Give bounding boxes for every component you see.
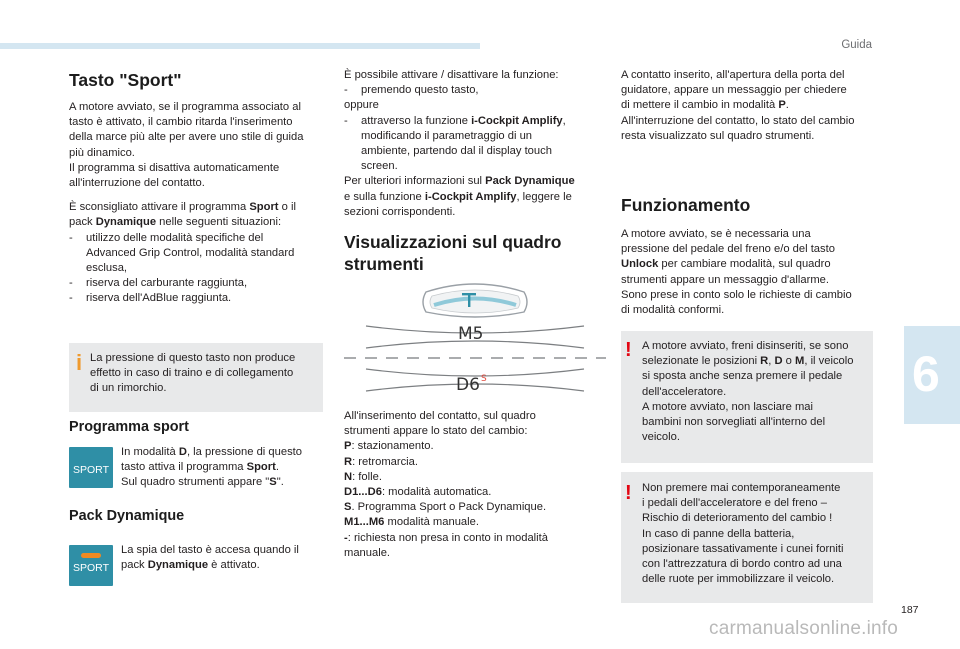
watermark: carmanualsonline.info (709, 618, 899, 639)
text-line: pack Dynamique è attivato. (121, 559, 260, 572)
list-item: - attraverso la funzione i-Cockpit Amplify, modificando il parametraggio di un ambiente, partendo dal il display touch screen. (344, 114, 566, 173)
text-line: A motore avviato, se il programma associato al (69, 101, 301, 113)
text-line: strumenti appare un messaggio d'allarme. (621, 273, 829, 286)
text-line: guidatore, appare un messaggio per chiedere (621, 84, 847, 97)
text-line: dell'acceleratore. (642, 385, 727, 398)
info-box (69, 343, 323, 412)
text-line: con l'attrezzatura di bordo contro ad una (642, 558, 842, 571)
text-line: all'interruzione del contatto. (69, 177, 205, 190)
page-number: 187 (901, 604, 919, 616)
text-line: Unlock per cambiare modalità, sul quadro (621, 258, 831, 271)
text-line: oppure (344, 99, 379, 112)
chapter-tab (904, 326, 960, 424)
warning-box-2 (621, 472, 873, 603)
lamp-icon (81, 553, 101, 558)
text-line: più dinamico. (69, 146, 135, 159)
chapter-number: 6 (912, 346, 940, 402)
text-line: si sposta anche senza premere il pedale (642, 370, 843, 383)
heading-pack-dynamique: Pack Dynamique (69, 508, 185, 524)
text-line: pressione del pedale del freno e/o del tasto (621, 243, 835, 256)
sport-button-lamp-on-icon: SPORT (69, 545, 113, 586)
text-line: della marce più alte per avere uno stile di guida (69, 131, 304, 144)
heading-line: Visualizzazioni sul quadro (344, 232, 562, 252)
column-3 (621, 68, 883, 144)
state-line: R: retromarcia. (344, 455, 418, 468)
text-line: strumenti appare lo stato del cambio: (344, 425, 528, 438)
text-line: In caso di panne della batteria, (642, 527, 795, 540)
programma-sport-section (69, 418, 329, 436)
header-bar (0, 43, 480, 49)
text-line: di mettere il cambio in modalità P. (621, 99, 789, 112)
column-1 (69, 69, 329, 307)
text-line: È possibile attivare / disattivare la funzione: (344, 69, 559, 81)
advice-paragraph (69, 200, 329, 306)
text-line: A contatto inserito, all'apertura della porta del (621, 69, 845, 81)
text-line: posizionare tassativamente i cunei forniti (642, 542, 844, 555)
text-line: All'inserimento del contatto, sul quadro (344, 410, 536, 422)
text-line: A motore avviato, se è necessaria una (621, 228, 811, 240)
warning-box-1 (621, 331, 873, 463)
text-line: La pressione di questo tasto non produce (90, 352, 296, 364)
text-line: di modalità conformi. (621, 304, 725, 317)
text-line: tasto attiva il programma Sport. (121, 461, 279, 474)
column-2 (344, 68, 606, 220)
gear-states (344, 409, 606, 561)
text-line: Il programma si disattiva automaticamente (69, 161, 280, 174)
state-line: P: stazionamento. (344, 440, 434, 453)
list-item: - utilizzo delle modalità specifiche del Advanced Grip Control, modalità standard esclusa, (69, 231, 295, 275)
display-sport-s: S (481, 374, 487, 384)
text-line: bambini non sorvegliati all'interno del (642, 416, 826, 429)
text-line: Rischio di deterioramento del cambio ! (642, 512, 833, 525)
funzionamento-section (621, 194, 883, 318)
display-d6: D6 (456, 375, 480, 395)
text-line: In modalità D, la pressione di questo (121, 446, 302, 458)
text-line: A motore avviato, non lasciare mai (642, 400, 814, 413)
text-line: veicolo. (642, 431, 680, 444)
text-line: pack Dynamique nelle seguenti situazioni: (69, 216, 282, 229)
list-item: - premendo questo tasto, (344, 84, 479, 97)
funzionamento-text (621, 227, 883, 318)
text-line: resta visualizzato sul quadro strumenti. (621, 129, 815, 142)
text-line: La spia del tasto è accesa quando il (121, 544, 299, 556)
info-icon: i (76, 350, 83, 375)
warning-icon: ! (625, 482, 632, 504)
pack-dynamique-section (69, 507, 329, 525)
list-item: - riserva del carburante raggiunta, (69, 277, 248, 290)
intro-paragraph (69, 100, 329, 191)
text-line: i pedali dell'acceleratore e del freno – (642, 497, 827, 510)
programma-sport-text (121, 445, 326, 491)
warning-icon: ! (625, 339, 632, 361)
pack-dynamique-text (121, 543, 326, 573)
sport-button-icon: SPORT (69, 447, 113, 488)
warning-text-1 (642, 339, 871, 445)
list-item: - riserva dell'AdBlue raggiunta. (69, 292, 232, 305)
display-m5: M5 (458, 324, 484, 344)
text-line: Sono prese in conto solo le richieste di cambio (621, 288, 852, 301)
visualizzazioni-heading (344, 231, 606, 275)
text-line: e sulla funzione i-Cockpit Amplify, leggere le (344, 190, 572, 203)
text-line: È sconsigliato attivare il programma Sport o il (69, 201, 296, 214)
state-line: S. Programma Sport o Pack Dynamique. (344, 501, 547, 514)
state-line: D1...D6: modalità automatica. (344, 486, 492, 499)
heading-tasto-sport: Tasto "Sport" (69, 70, 182, 90)
state-line: M1...M6 modalità manuale. (344, 516, 479, 529)
text-line: A motore avviato, freni disinseriti, se sono (642, 340, 849, 352)
text-line: Non premere mai contemporaneamente (642, 482, 841, 494)
text-line: sezioni corrispondenti. (344, 205, 456, 218)
heading-programma-sport: Programma sport (69, 419, 189, 435)
text-line: effetto in caso di traino e di collegamento (90, 367, 294, 380)
text-line: All'interruzione del contatto, lo stato del cambio (621, 114, 855, 127)
info-text (90, 351, 320, 397)
heading-funzionamento: Funzionamento (621, 195, 751, 215)
text-line: delle ruote per immobilizzare il veicolo. (642, 573, 835, 586)
state-line: -: richiesta non presa in conto in modalità (344, 531, 548, 544)
text-line: Sul quadro strumenti appare "S". (121, 476, 284, 489)
text-line: manuale. (344, 546, 391, 559)
text-line: Per ulteriori informazioni sul Pack Dynamique (344, 175, 575, 188)
section-name: Guida (841, 39, 872, 51)
text-line: di un rimorchio. (90, 382, 167, 395)
instrument-display-illustration (344, 278, 606, 403)
heading-line: strumenti (344, 254, 424, 274)
state-line: N: folle. (344, 470, 382, 483)
text-line: selezionate le posizioni R, D o M, il veicolo (642, 355, 854, 368)
warning-text-2 (642, 481, 871, 587)
text-line: tasto è attivato, il cambio ritarda l'inserimento (69, 116, 293, 129)
